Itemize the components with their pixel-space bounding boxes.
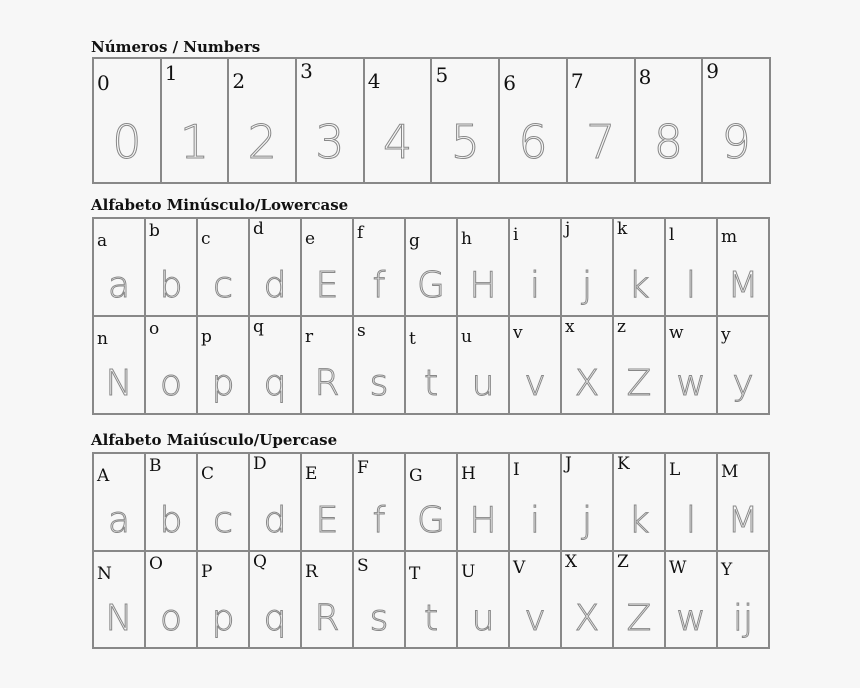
handwritten-sample: w bbox=[676, 597, 706, 639]
cell-label: s bbox=[357, 321, 366, 341]
lowercase-cell bbox=[145, 316, 197, 414]
cell-label: A bbox=[97, 466, 110, 486]
cell-label: c bbox=[201, 229, 211, 249]
handwritten-sample: b bbox=[159, 500, 183, 541]
cell-label: J bbox=[565, 454, 572, 474]
handwritten-sample: w bbox=[676, 363, 706, 404]
cell-label: F bbox=[357, 458, 369, 478]
handwritten-sample: y bbox=[732, 363, 754, 404]
handwritten-sample: M bbox=[727, 265, 759, 306]
handwritten-sample: 2 bbox=[247, 115, 277, 169]
handwritten-sample: q bbox=[263, 597, 287, 639]
lowercase-cell bbox=[717, 316, 769, 414]
uppercase-cell bbox=[197, 453, 249, 551]
cell-label: y bbox=[721, 325, 731, 345]
lowercase-cell bbox=[197, 316, 249, 414]
cell-label: K bbox=[617, 454, 630, 474]
cell-label: X bbox=[565, 551, 578, 572]
handwritten-sample: u bbox=[471, 363, 495, 404]
cell-label: b bbox=[149, 221, 160, 241]
lowercase-cell bbox=[145, 218, 197, 316]
cell-label: P bbox=[201, 561, 213, 582]
handwritten-sample: E bbox=[315, 265, 339, 306]
numbers-cell bbox=[296, 58, 364, 183]
cell-label: 6 bbox=[503, 71, 516, 95]
handwritten-sample: X bbox=[574, 597, 600, 639]
lowercase-title: Alfabeto Minúsculo/Lowercase bbox=[91, 196, 349, 214]
uppercase-cell bbox=[665, 551, 717, 649]
numbers-table bbox=[92, 57, 771, 184]
cell-label: W bbox=[669, 557, 687, 578]
handwritten-sample: Z bbox=[626, 597, 652, 639]
handwritten-sample: a bbox=[107, 500, 131, 541]
lowercase-cell bbox=[301, 316, 353, 414]
cell-label: j bbox=[565, 219, 571, 239]
lowercase-cell bbox=[561, 316, 613, 414]
handwritten-sample: N bbox=[105, 363, 133, 404]
handwritten-sample: s bbox=[369, 363, 389, 404]
lowercase-cell bbox=[665, 218, 717, 316]
uppercase-cell bbox=[353, 551, 405, 649]
uppercase-title: Alfabeto Maiúsculo/Upercase bbox=[91, 431, 338, 449]
cell-label: u bbox=[461, 327, 472, 347]
cell-label: 1 bbox=[164, 61, 178, 85]
uppercase-cell bbox=[613, 453, 665, 551]
lowercase-cell bbox=[353, 316, 405, 414]
numbers-cell bbox=[499, 58, 567, 183]
handwritten-sample: j bbox=[581, 265, 592, 306]
handwritten-sample: f bbox=[372, 265, 386, 306]
cell-label: Y bbox=[721, 559, 733, 580]
cell-label: G bbox=[409, 466, 423, 486]
handwritten-sample: ij bbox=[732, 597, 753, 639]
uppercase-cell bbox=[405, 453, 457, 551]
cell-label: 3 bbox=[300, 59, 313, 83]
uppercase-cell bbox=[145, 551, 197, 649]
handwritten-sample: u bbox=[471, 597, 495, 639]
handwritten-sample: R bbox=[314, 597, 340, 639]
numbers-cell bbox=[567, 58, 635, 183]
cell-label: 7 bbox=[570, 69, 584, 93]
handwritten-sample: E bbox=[315, 500, 339, 541]
uppercase-cell bbox=[197, 551, 249, 649]
handwritten-sample: G bbox=[417, 500, 445, 541]
handwritten-sample: j bbox=[581, 500, 592, 541]
handwritten-sample: k bbox=[628, 500, 650, 541]
handwritten-sample: 9 bbox=[721, 115, 751, 169]
handwritten-sample: p bbox=[211, 363, 235, 404]
cell-label: L bbox=[669, 460, 681, 480]
cell-label: d bbox=[253, 219, 264, 239]
handwritten-sample: l bbox=[685, 500, 696, 541]
handwritten-sample: k bbox=[628, 265, 650, 306]
cell-label: M bbox=[721, 462, 739, 482]
lowercase-cell bbox=[405, 218, 457, 316]
handwritten-sample: 4 bbox=[383, 115, 413, 169]
cell-label: S bbox=[357, 555, 369, 576]
cell-label: C bbox=[201, 464, 215, 484]
cell-label: 4 bbox=[367, 69, 381, 93]
cell-label: k bbox=[617, 219, 628, 239]
lowercase-cell bbox=[405, 316, 457, 414]
handwritten-sample: p bbox=[211, 597, 235, 639]
handwritten-sample: v bbox=[524, 597, 546, 639]
uppercase-cell bbox=[457, 551, 509, 649]
lowercase-cell bbox=[717, 218, 769, 316]
handwritten-sample: i bbox=[529, 500, 540, 541]
uppercase-cell bbox=[145, 453, 197, 551]
uppercase-cell bbox=[509, 453, 561, 551]
cell-label: t bbox=[409, 329, 416, 349]
cell-label: v bbox=[513, 323, 523, 343]
uppercase-cell bbox=[613, 551, 665, 649]
handwritten-sample: 0 bbox=[112, 115, 142, 169]
handwritten-sample: M bbox=[727, 500, 759, 541]
uppercase-cell bbox=[717, 551, 769, 649]
lowercase-cell bbox=[249, 218, 301, 316]
handwritten-sample: G bbox=[417, 265, 445, 306]
cell-label: V bbox=[513, 557, 526, 578]
cell-label: 9 bbox=[706, 59, 720, 83]
numbers-cell bbox=[635, 58, 703, 183]
handwritten-sample: c bbox=[213, 500, 233, 541]
handwritten-sample: s bbox=[369, 597, 389, 639]
uppercase-cell bbox=[665, 453, 717, 551]
cell-label: l bbox=[669, 225, 675, 245]
numbers-title: Números / Numbers bbox=[91, 38, 261, 56]
cell-label: I bbox=[513, 460, 520, 480]
handwritten-sample: f bbox=[372, 500, 386, 541]
handwritten-sample: o bbox=[159, 363, 183, 404]
cell-label: q bbox=[253, 317, 264, 337]
lowercase-table bbox=[92, 217, 770, 415]
cell-label: D bbox=[253, 454, 267, 474]
numbers-cell bbox=[161, 58, 229, 183]
lowercase-cell bbox=[93, 218, 145, 316]
cell-label: 5 bbox=[435, 63, 449, 87]
cell-label: 0 bbox=[97, 71, 110, 95]
handwritten-sample: i bbox=[529, 265, 540, 306]
handwritten-sample: b bbox=[159, 265, 183, 306]
handwritten-sample: v bbox=[524, 363, 546, 404]
cell-label: B bbox=[149, 456, 162, 476]
cell-label: g bbox=[409, 231, 420, 251]
cell-label: w bbox=[669, 323, 684, 343]
uppercase-cell bbox=[561, 453, 613, 551]
cell-label: 8 bbox=[638, 65, 652, 89]
uppercase-cell bbox=[353, 453, 405, 551]
cell-label: f bbox=[357, 223, 364, 243]
cell-label: R bbox=[305, 561, 318, 582]
handwritten-sample: 1 bbox=[179, 115, 210, 169]
handwritten-sample: 3 bbox=[315, 115, 345, 169]
handwritten-sample: 5 bbox=[450, 115, 480, 169]
cell-label: 2 bbox=[232, 69, 246, 93]
cell-label: m bbox=[721, 227, 738, 247]
lowercase-cell bbox=[613, 218, 665, 316]
lowercase-cell bbox=[353, 218, 405, 316]
cell-label: O bbox=[149, 553, 163, 574]
lowercase-cell bbox=[249, 316, 301, 414]
handwritten-sample: N bbox=[105, 597, 133, 639]
handwritten-sample: H bbox=[469, 500, 497, 541]
numbers-cell bbox=[93, 58, 161, 183]
cell-label: o bbox=[149, 319, 160, 339]
lowercase-cell bbox=[93, 316, 145, 414]
uppercase-cell bbox=[301, 453, 353, 551]
lowercase-cell bbox=[561, 218, 613, 316]
handwritten-sample: Z bbox=[626, 363, 652, 404]
cell-label: N bbox=[97, 563, 112, 584]
lowercase-cell bbox=[665, 316, 717, 414]
handwritten-sample: a bbox=[107, 265, 131, 306]
cell-label: p bbox=[201, 327, 212, 347]
uppercase-cell bbox=[93, 551, 145, 649]
handwritten-sample: 7 bbox=[586, 115, 616, 169]
lowercase-cell bbox=[509, 316, 561, 414]
handwritten-sample: c bbox=[213, 265, 233, 306]
cell-label: h bbox=[461, 229, 472, 249]
handwritten-sample: R bbox=[314, 363, 340, 404]
uppercase-cell bbox=[717, 453, 769, 551]
numbers-cell bbox=[702, 58, 770, 183]
uppercase-cell bbox=[301, 551, 353, 649]
cell-label: U bbox=[461, 561, 476, 582]
cell-label: Z bbox=[617, 551, 629, 572]
cell-label: z bbox=[617, 317, 626, 337]
lowercase-cell bbox=[457, 316, 509, 414]
handwritten-sample: o bbox=[159, 597, 183, 639]
uppercase-cell bbox=[249, 551, 301, 649]
lowercase-cell bbox=[613, 316, 665, 414]
cell-label: i bbox=[513, 225, 519, 245]
handwritten-sample: d bbox=[263, 500, 287, 541]
handwritten-sample: t bbox=[423, 597, 439, 639]
lowercase-cell bbox=[509, 218, 561, 316]
uppercase-cell bbox=[93, 453, 145, 551]
cell-label: e bbox=[305, 229, 316, 249]
cell-label: T bbox=[409, 563, 421, 584]
cell-label: r bbox=[305, 327, 314, 347]
handwritten-sample: H bbox=[469, 265, 497, 306]
uppercase-table bbox=[92, 452, 770, 649]
handwritten-sample: 8 bbox=[653, 115, 684, 169]
uppercase-cell bbox=[561, 551, 613, 649]
handwritten-sample: X bbox=[574, 363, 600, 404]
cell-label: Q bbox=[253, 551, 267, 572]
lowercase-cell bbox=[197, 218, 249, 316]
uppercase-cell bbox=[249, 453, 301, 551]
numbers-cell bbox=[228, 58, 296, 183]
numbers-cell bbox=[431, 58, 499, 183]
handwritten-sample: d bbox=[263, 265, 287, 306]
handwritten-sample: l bbox=[685, 265, 696, 306]
cell-label: x bbox=[565, 317, 575, 337]
cell-label: H bbox=[461, 464, 476, 484]
lowercase-cell bbox=[301, 218, 353, 316]
uppercase-cell bbox=[457, 453, 509, 551]
cell-label: a bbox=[97, 231, 108, 251]
uppercase-cell bbox=[405, 551, 457, 649]
handwritten-sample: t bbox=[423, 363, 439, 404]
numbers-cell bbox=[364, 58, 432, 183]
cell-label: E bbox=[305, 464, 318, 484]
handwritten-sample: 6 bbox=[518, 115, 548, 169]
uppercase-cell bbox=[509, 551, 561, 649]
lowercase-cell bbox=[457, 218, 509, 316]
cell-label: n bbox=[97, 329, 108, 349]
handwritten-sample: q bbox=[263, 363, 287, 404]
